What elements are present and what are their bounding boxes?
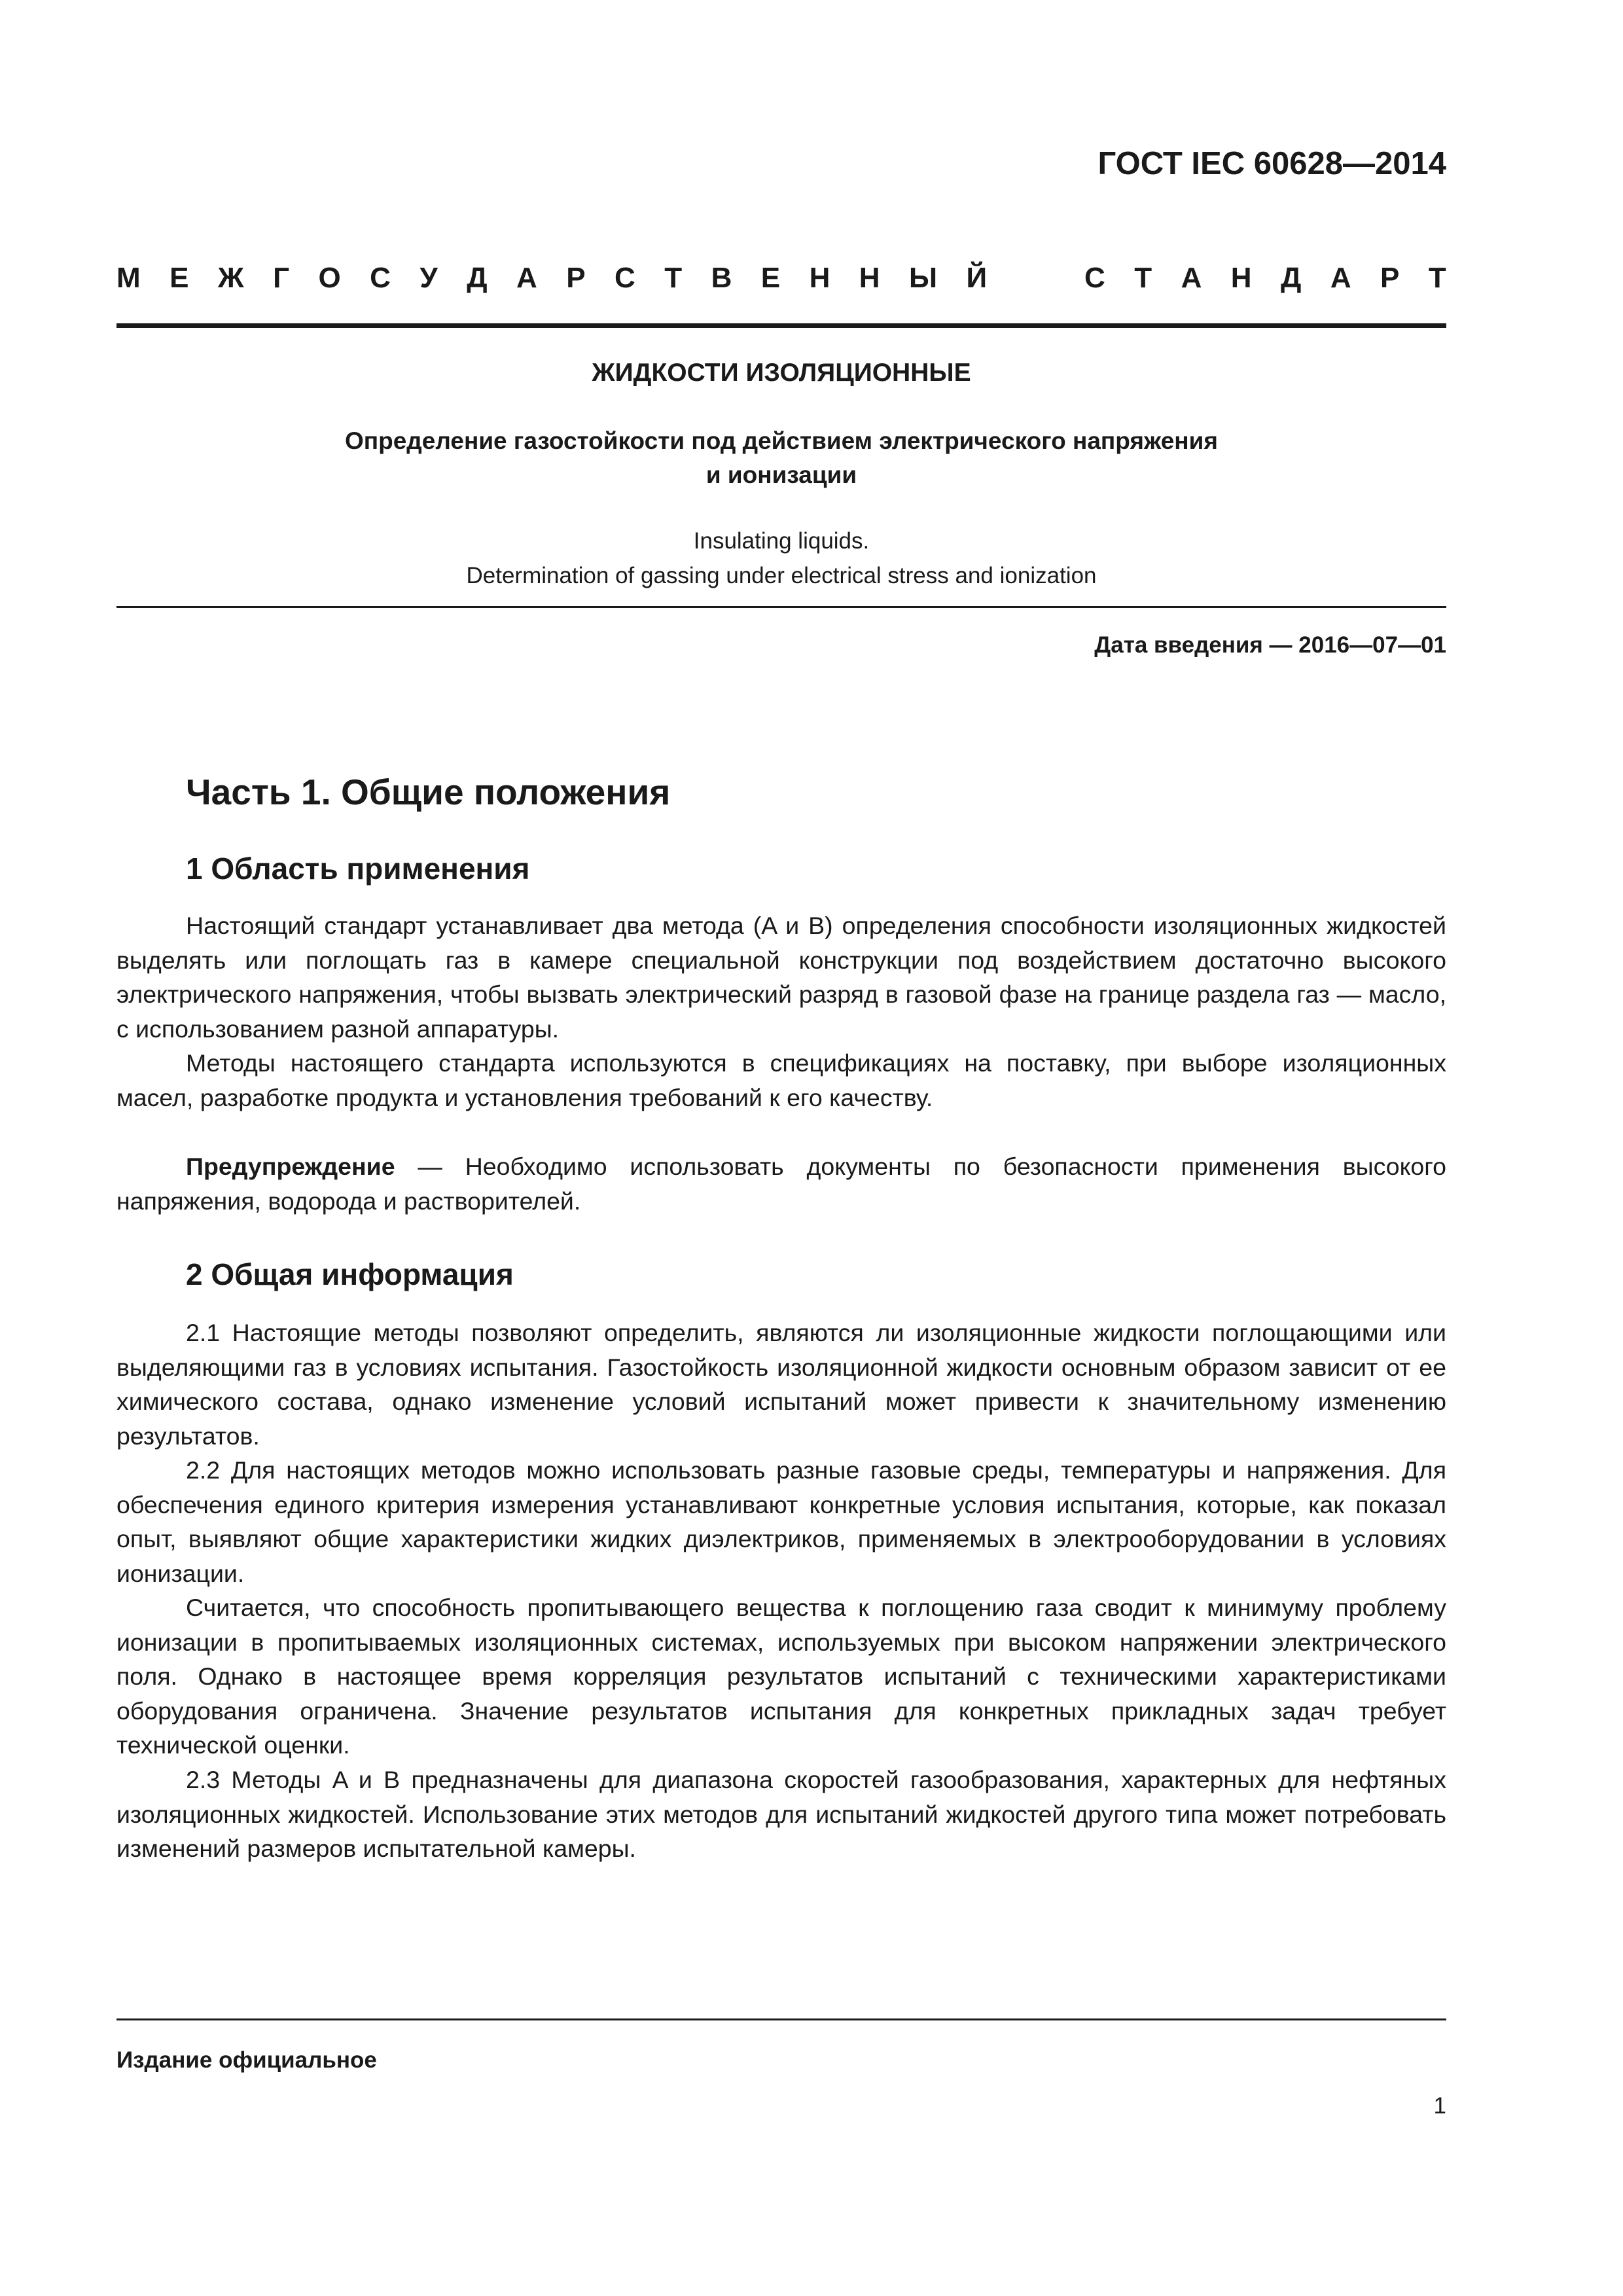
document-title: ЖИДКОСТИ ИЗОЛЯЦИОННЫЕ [592,359,971,387]
interstate-word1-letter: С [370,262,391,294]
interstate-word2-letter: С [1084,262,1105,294]
page-number: 1 [1433,2093,1446,2119]
interstate-word2-letter: А [1330,262,1351,294]
part-title: Часть 1. Общие положения [186,772,671,812]
subtitle-line-1: Определение газостойкости под действием электрического напряжения [345,427,1218,454]
standard-id: ГОСТ IEC 60628—2014 [1097,146,1446,181]
subtitle-line-2: и ионизации [705,461,857,488]
interstate-word1-letter: С [615,262,635,294]
interstate-word2-letter: А [1181,262,1202,294]
section-2-paragraph-2-1: 2.1 Настоящие методы позволяют определить, являются ли изоляционные жидкости поглощающими или выделяющими газ в условиях испытания. Газостойкость изоляционной жидкости основным образом зависит от ее химического состава, однако изменение условий испытаний может привести к значительному изменению результатов. [116,1319,1446,1450]
title-rule [116,606,1446,608]
warning-label: Предупреждение [186,1153,395,1180]
interstate-word1-letter: М [116,262,141,294]
interstate-word1-letter: Ж [217,262,244,294]
introduction-date: Дата введения — 2016—07—01 [1094,632,1446,658]
english-title [116,524,1446,593]
section-2-paragraph-considered: Считается, что способность пропитывающего вещества к поглощению газа сводит к минимуму проблему ионизации в пропитываемых изоляционных системах, используемых при высоком напряжении электрического поля. Однако в настоящее время корреляция результатов испытаний с техническими характеристиками оборудования ограничена. Значение результатов испытания для конкретных прикладных задач требует технической оценки. [116,1594,1446,1759]
section-1-paragraph-2: Методы настоящего стандарта используются в спецификациях на поставку, при выборе изоляционных масел, разработке продукта и установления требований к его качеству. [116,1049,1446,1111]
interstate-word2-letter: Т [1134,262,1152,294]
section-2-paragraph-2-3: 2.3 Методы A и B предназначены для диапазона скоростей газообразования, характерных для нефтяных изоляционных жидкостей. Использование этих методов для испытаний жидкостей другого типа может потребовать изменений размеров испытательной камеры. [116,1766,1446,1862]
word-gap [1016,262,1056,295]
interstate-word1-letter: Е [760,262,781,294]
english-title-line-1: Insulating liquids. [693,528,870,554]
english-title-line-2: Determination of gassing under electrical stress and ionization [466,563,1097,588]
interstate-word1-letter: О [318,262,341,294]
interstate-word2-letter: Т [1428,262,1446,294]
interstate-word1-letter: Р [566,262,586,294]
interstate-word1-letter: А [516,262,537,294]
interstate-standard-heading [116,262,1446,295]
interstate-word1-letter: Н [809,262,830,294]
interstate-word1-letter: Ы [909,262,938,294]
interstate-word2-letter: Р [1380,262,1400,294]
interstate-word2-letter: Д [1281,262,1302,294]
footer-rule [116,2018,1446,2020]
interstate-word1-letter: У [419,262,438,294]
warning-text: — Необходимо использовать документы по безопасности применения высокого напряжения, водорода и растворителей. [116,1153,1446,1215]
section-1-title: 1 Область применения [186,852,530,886]
document-subtitle [116,424,1446,492]
section-2-paragraph-2-2: 2.2 Для настоящих методов можно использовать разные газовые среды, температуры и напряжения. Для обеспечения единого критерия измерения устанавливают конкретные условия испытания, которые, как показал опыт, выявляют общие характеристики жидких диэлектриков, применяемых в электрооборудовании в условиях ионизации. [116,1456,1446,1587]
section-1-paragraph-1: Настоящий стандарт устанавливает два метода (A и B) определения способности изоляционных жидкостей выделять или поглощать газ в камере специальной конструкции под воздействием достаточно высокого электрического напряжения, чтобы вызвать электрический разряд в газовой фазе на границе раздела газ — масло, с использованием разной аппаратуры. [116,912,1446,1043]
interstate-word1-letter: Н [859,262,880,294]
interstate-word1-letter: Д [467,262,488,294]
warning-paragraph [116,1149,1446,1218]
header-rule [116,323,1446,328]
interstate-word1-letter: Е [169,262,189,294]
interstate-word1-letter: Й [966,262,988,294]
interstate-word1-letter: Г [273,262,290,294]
section-2-title: 2 Общая информация [186,1257,514,1291]
interstate-word1-letter: В [711,262,732,294]
official-edition-label: Издание официальное [116,2047,377,2073]
interstate-word1-letter: Т [664,262,683,294]
interstate-word2-letter: Н [1230,262,1252,294]
